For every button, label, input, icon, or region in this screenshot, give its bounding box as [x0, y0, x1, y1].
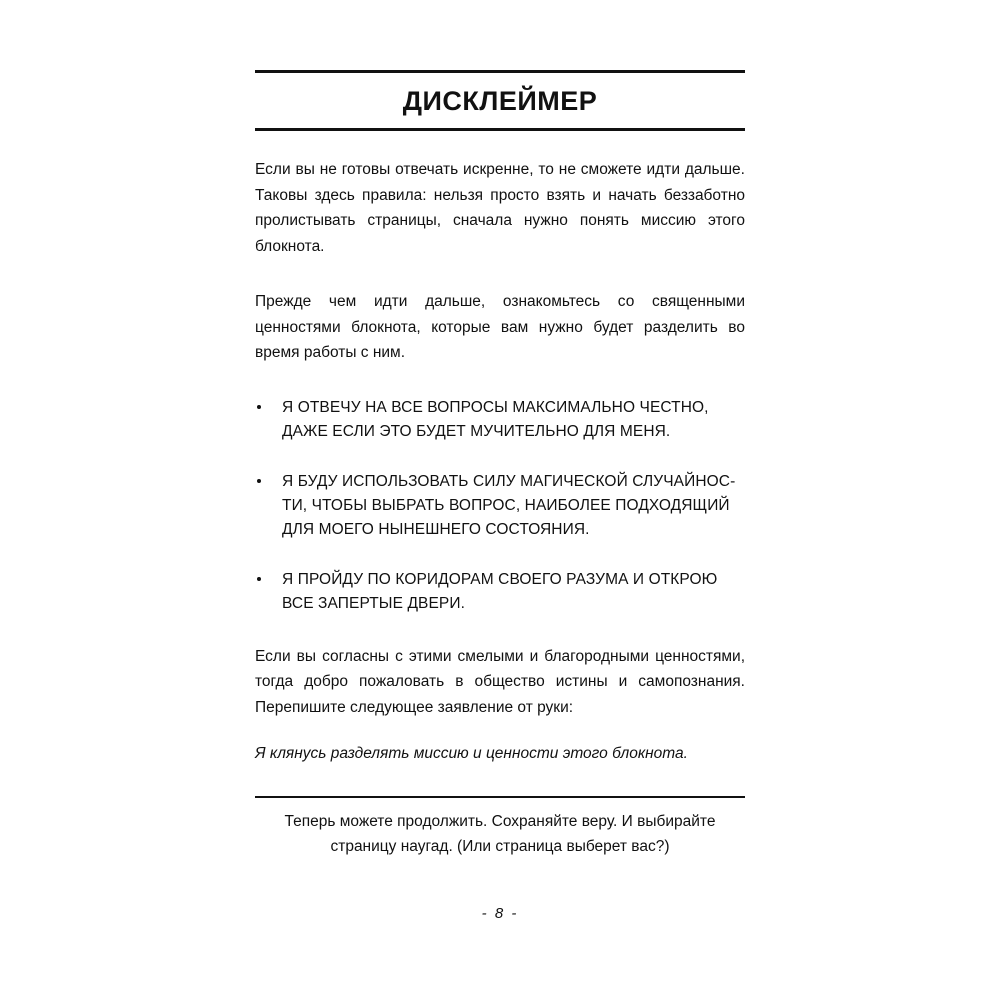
intro-paragraph-1: Если вы не готовы отвечать искренне, то не сможете идти дальше. Таковы здесь правила: нельзя просто взять и начать беззаботно пролистывать страницы, сначала нужно понять миссию этого блокнота.	[255, 161, 745, 255]
title-rule-bottom	[255, 128, 745, 131]
title-block	[255, 70, 745, 131]
footer-rule	[255, 796, 745, 798]
footer-note	[255, 809, 745, 859]
intro-paragraph-2: Прежде чем идти дальше, ознакомьтесь со священными ценностями блокнота, которые вам нужно будет разделить во время работы с ним.	[255, 293, 745, 361]
footer-note-line: Теперь можете продолжить. Сохраняйте веру. И выбирайте	[284, 813, 716, 830]
value-line: Я БУДУ ИСПОЛЬЗОВАТЬ СИЛУ МАГИЧЕСКОЙ СЛУЧАЙНОС-	[282, 472, 736, 490]
list-item	[255, 396, 745, 444]
list-item	[255, 470, 745, 542]
value-line: ТИ, ЧТОБЫ ВЫБРАТЬ ВОПРОС, НАИБОЛЕЕ ПОДХОДЯЩИЙ	[282, 496, 730, 514]
value-line: ДАЖЕ ЕСЛИ ЭТО БУДЕТ МУЧИТЕЛЬНО ДЛЯ МЕНЯ.	[282, 422, 671, 440]
value-line: ВСЕ ЗАПЕРТЫЕ ДВЕРИ.	[282, 594, 466, 612]
closing-paragraph: Если вы согласны с этими смелыми и благородными ценностями, тогда добро пожаловать в общество истины и самопознания. Перепишите следующее заявление от руки:	[255, 647, 745, 716]
list-item	[255, 568, 745, 616]
oath-statement: Я клянусь разделять миссию и ценности этого блокнота.	[255, 745, 688, 762]
value-line: Я ОТВЕЧУ НА ВСЕ ВОПРОСЫ МАКСИМАЛЬНО ЧЕСТНО,	[282, 398, 709, 416]
value-line: ДЛЯ МОЕГО НЫНЕШНЕГО СОСТОЯНИЯ.	[282, 520, 590, 538]
page-title: ДИСКЛЕЙМЕР	[402, 86, 598, 116]
values-list	[255, 396, 745, 616]
footer-note-line: страницу наугад. (Или страница выберет вас?)	[330, 838, 670, 855]
bullet-icon	[257, 479, 261, 483]
bullet-icon	[257, 405, 261, 409]
page-content	[255, 0, 745, 766]
value-line: Я ПРОЙДУ ПО КОРИДОРАМ СВОЕГО РАЗУМА И ОТКРОЮ	[282, 570, 718, 588]
footer-block	[255, 796, 745, 859]
page-number: - 8 -	[481, 905, 519, 922]
bullet-icon	[257, 577, 261, 581]
